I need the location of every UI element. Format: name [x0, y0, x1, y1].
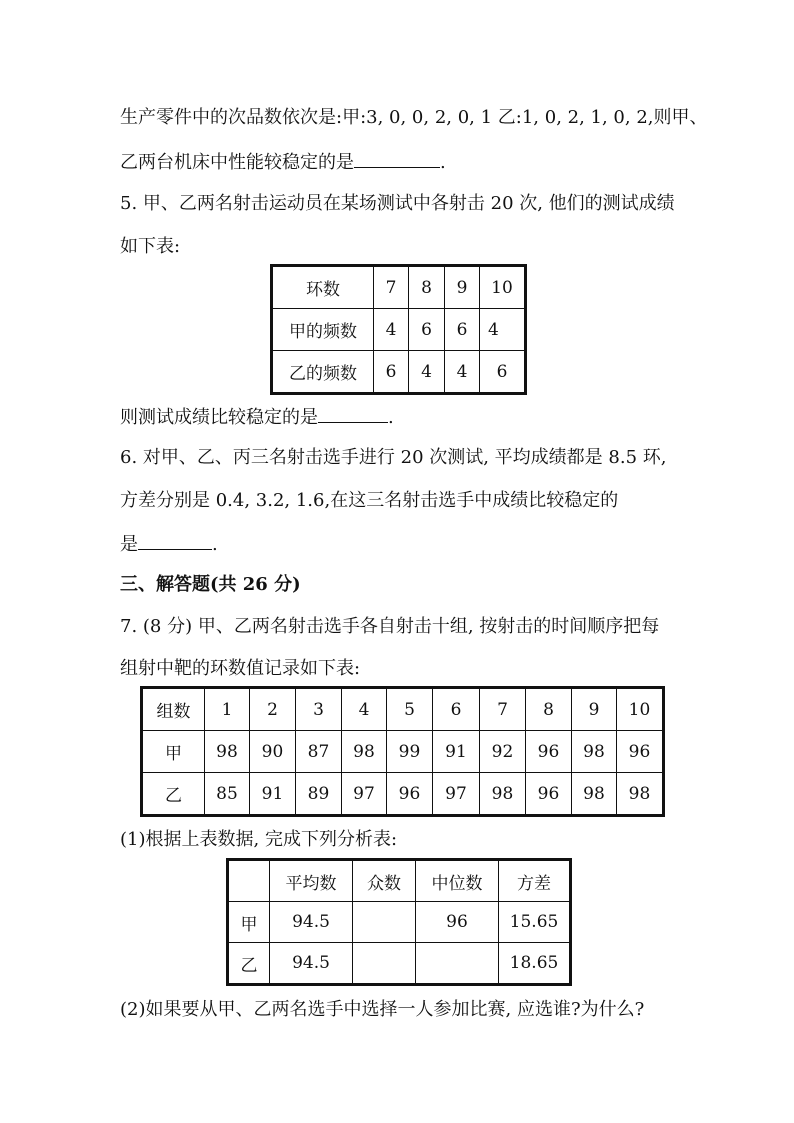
table-row — [142, 731, 664, 773]
table-cell: 2 — [250, 688, 296, 731]
answer-blank[interactable] — [138, 531, 212, 550]
table-cell: 98 — [342, 731, 387, 773]
table-cell: 89 — [296, 773, 342, 816]
table-cell: 8 — [526, 688, 572, 731]
table-cell: 97 — [342, 773, 387, 816]
table-cell: 4 — [409, 351, 445, 394]
table-cell: 4 — [374, 309, 409, 351]
q5-answer-line — [120, 404, 394, 430]
table-cell: 96 — [526, 773, 572, 816]
table-cell: 甲 — [228, 902, 270, 943]
q7-part1-text: (1)根据上表数据, 完成下列分析表: — [120, 829, 398, 850]
table-cell: 91 — [250, 773, 296, 816]
q5-text-line-1: 5. 甲、乙两名射击运动员在某场测试中各射击 20 次, 他们的测试成绩 — [120, 193, 675, 214]
table-cell — [228, 860, 270, 902]
table-cell: 8 — [409, 266, 445, 309]
q6-text-line-1: 6. 对甲、乙、丙三名射击选手进行 20 次测试, 平均成绩都是 8.5 环, — [120, 447, 667, 468]
table-cell: 众数 — [353, 860, 416, 902]
table-cell: 6 — [445, 309, 480, 351]
table-row — [272, 266, 526, 309]
period: . — [440, 152, 446, 173]
q7-text-line-2: 组射中靶的环数值记录如下表: — [120, 658, 361, 679]
table-cell: 85 — [205, 773, 250, 816]
table-cell: 方差 — [499, 860, 571, 902]
table-cell: 乙的频数 — [272, 351, 374, 394]
table-cell: 87 — [296, 731, 342, 773]
q5-text-line-2: 如下表: — [120, 236, 181, 257]
table-row — [142, 688, 664, 731]
q7-part2-text: (2)如果要从甲、乙两名选手中选择一人参加比赛, 应选谁?为什么? — [120, 999, 645, 1020]
table-cell-blank[interactable] — [353, 943, 416, 985]
q4-text-line-1: 生产零件中的次品数依次是:甲:3, 0, 0, 2, 0, 1 乙:1, 0, 2, 1, 0, 2,则甲、 — [120, 107, 708, 128]
section-heading: 三、解答题(共 26 分) — [120, 574, 301, 595]
table-cell: 5 — [387, 688, 433, 731]
table-cell: 乙 — [142, 773, 205, 816]
q7-analysis-table — [226, 858, 572, 986]
table-cell: 10 — [480, 266, 526, 309]
q6-question: 是 — [120, 534, 138, 555]
table-cell: 中位数 — [416, 860, 499, 902]
q7-scores-table — [140, 686, 665, 817]
table-cell: 3 — [296, 688, 342, 731]
q5-question: 则测试成绩比较稳定的是 — [120, 407, 318, 428]
table-cell: 94.5 — [270, 943, 353, 985]
period: . — [388, 407, 394, 428]
q4-text-line-2 — [120, 149, 446, 175]
table-cell: 10 — [617, 688, 664, 731]
table-row — [228, 943, 571, 985]
table-cell: 98 — [572, 773, 617, 816]
table-cell-blank[interactable] — [416, 943, 499, 985]
table-cell: 甲的频数 — [272, 309, 374, 351]
table-row — [228, 902, 571, 943]
table-row — [272, 351, 526, 394]
table-cell: 96 — [416, 902, 499, 943]
table-cell: 98 — [572, 731, 617, 773]
table-cell: 92 — [480, 731, 526, 773]
answer-blank[interactable] — [354, 149, 440, 168]
q4-question: 乙两台机床中性能较稳定的是 — [120, 152, 354, 173]
table-cell: 乙 — [228, 943, 270, 985]
table-cell: 平均数 — [270, 860, 353, 902]
table-cell: 甲 — [142, 731, 205, 773]
table-cell: 96 — [617, 731, 664, 773]
q6-text-line-3 — [120, 531, 218, 557]
table-cell: 7 — [374, 266, 409, 309]
table-cell: 96 — [526, 731, 572, 773]
table-cell: 4 — [445, 351, 480, 394]
table-cell: 6 — [374, 351, 409, 394]
table-cell-blank[interactable] — [353, 902, 416, 943]
table-cell: 6 — [409, 309, 445, 351]
table-cell: 97 — [433, 773, 480, 816]
q5-frequency-table — [270, 264, 527, 395]
table-cell: 4 — [480, 309, 526, 351]
table-cell: 9 — [572, 688, 617, 731]
table-row — [142, 773, 664, 816]
table-cell: 98 — [205, 731, 250, 773]
table-row — [272, 309, 526, 351]
table-cell: 环数 — [272, 266, 374, 309]
q6-text-line-2: 方差分别是 0.4, 3.2, 1.6,在这三名射击选手中成绩比较稳定的 — [120, 490, 619, 511]
table-cell: 96 — [387, 773, 433, 816]
table-cell: 91 — [433, 731, 480, 773]
table-cell: 99 — [387, 731, 433, 773]
table-cell: 9 — [445, 266, 480, 309]
table-cell: 6 — [433, 688, 480, 731]
table-cell: 4 — [342, 688, 387, 731]
table-cell: 94.5 — [270, 902, 353, 943]
table-cell: 1 — [205, 688, 250, 731]
table-row — [228, 860, 571, 902]
table-cell: 98 — [480, 773, 526, 816]
q7-text-line-1: 7. (8 分) 甲、乙两名射击选手各自射击十组, 按射击的时间顺序把每 — [120, 616, 660, 637]
table-cell: 6 — [480, 351, 526, 394]
table-cell: 7 — [480, 688, 526, 731]
table-cell: 90 — [250, 731, 296, 773]
table-cell: 18.65 — [499, 943, 571, 985]
table-cell: 15.65 — [499, 902, 571, 943]
table-cell: 组数 — [142, 688, 205, 731]
period: . — [212, 534, 218, 555]
answer-blank[interactable] — [318, 404, 388, 423]
table-cell: 98 — [617, 773, 664, 816]
